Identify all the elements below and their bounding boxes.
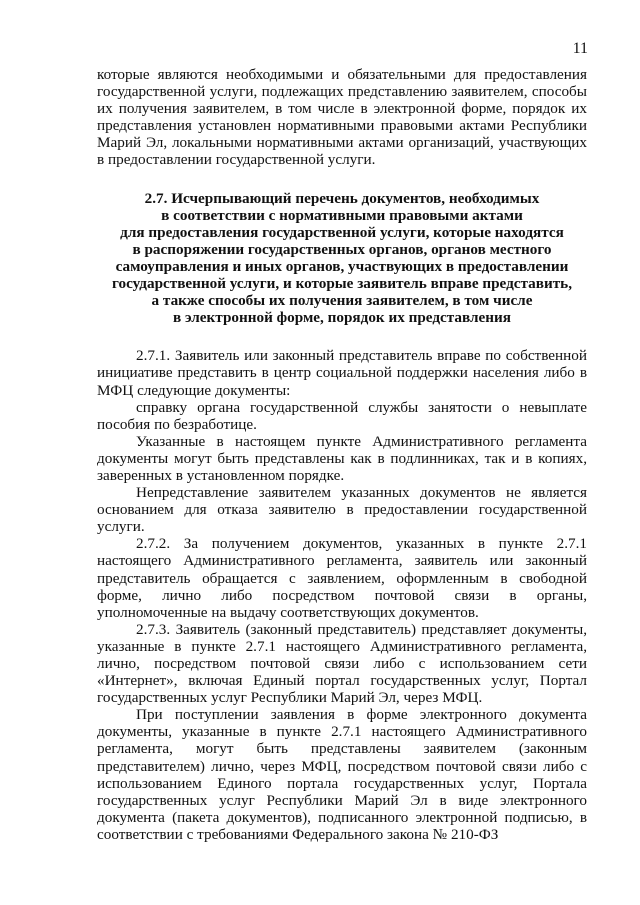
heading-line: в распоряжении государственных органов, органов местного: [132, 240, 552, 258]
heading-line: для предоставления государственной услуги, которые находятся: [120, 223, 564, 241]
heading-line: а также способы их получения заявителем, в том числе: [151, 292, 533, 310]
heading-line: в электронной форме, порядок их представления: [173, 309, 511, 327]
heading-line: государственной услуги, и которые заявитель вправе представить,: [112, 275, 572, 293]
document-body: [97, 66, 587, 843]
paragraph-2-7-1: 2.7.1. Заявитель или законный представитель вправе по собственной инициативе представить в центр социальной поддержки населения либо в МФЦ следующие документы:: [97, 347, 587, 399]
page-number: 11: [572, 40, 588, 57]
heading-line: в соответствии с нормативными правовыми актами: [161, 206, 523, 224]
paragraph-2-7-3: 2.7.3. Заявитель (законный представитель) представляет документы, указанные в пункте 2.7.1 настоящего Административного регламента, лично, посредством почтовой связи либо с использованием сети «Интернет», включая Единый портал государственных услуг, Портал государственных услуг Республики Марий Эл, через МФЦ.: [97, 620, 587, 707]
intro-paragraph: которые являются необходимыми и обязательными для предоставления государственной услуги, подлежащих представлению заявителем, способы их получения заявителем, в том числе в электронной форме, порядок их представления установлен нормативными правовыми актами Республики Марий Эл, локальными нормативными актами организаций, участвующих в предоставлении государственной услуги.: [97, 66, 587, 169]
paragraph-electronic-submission: При поступлении заявления в форме электронного документа документы, указанные в пункте 2.7.1 настоящего Административного регламента, могут быть представлены заявителем (законным представителем) лично, через МФЦ, посредством почтовой связи либо с использованием Единого портала государственных услуг, Портала государственных услуг Республики Марий Эл в виде электронного документа (пакета документов), подписанного электронной подписью, в соответствии с требованиями Федерального закона № 210-ФЗ: [97, 706, 587, 843]
section-heading-2-7: [97, 190, 587, 327]
paragraph-non-submission: Непредставление заявителем указанных документов не является основанием для отказа заявителю в предоставлении государственной услуги.: [97, 484, 587, 536]
heading-line: 2.7. Исчерпывающий перечень документов, необходимых: [144, 189, 540, 207]
paragraph-document-list-item: справку органа государственной службы занятости о невыплате пособия по безработице.: [97, 398, 587, 433]
paragraph-2-7-2: 2.7.2. За получением документов, указанных в пункте 2.7.1 настоящего Административного регламента, заявитель или законный представитель обращается с заявлением, оформленным в свободной форме, лично либо посредством почтовой связи в органы, уполномоченные на выдачу соответствующих документов.: [97, 535, 587, 621]
paragraph-originals-copies: Указанные в настоящем пункте Административного регламента документы могут быть представлены как в подлинниках, так и в копиях, заверенных в установленном порядке.: [97, 432, 587, 484]
heading-line: самоуправления и иных органов, участвующих в предоставлении: [115, 257, 569, 275]
